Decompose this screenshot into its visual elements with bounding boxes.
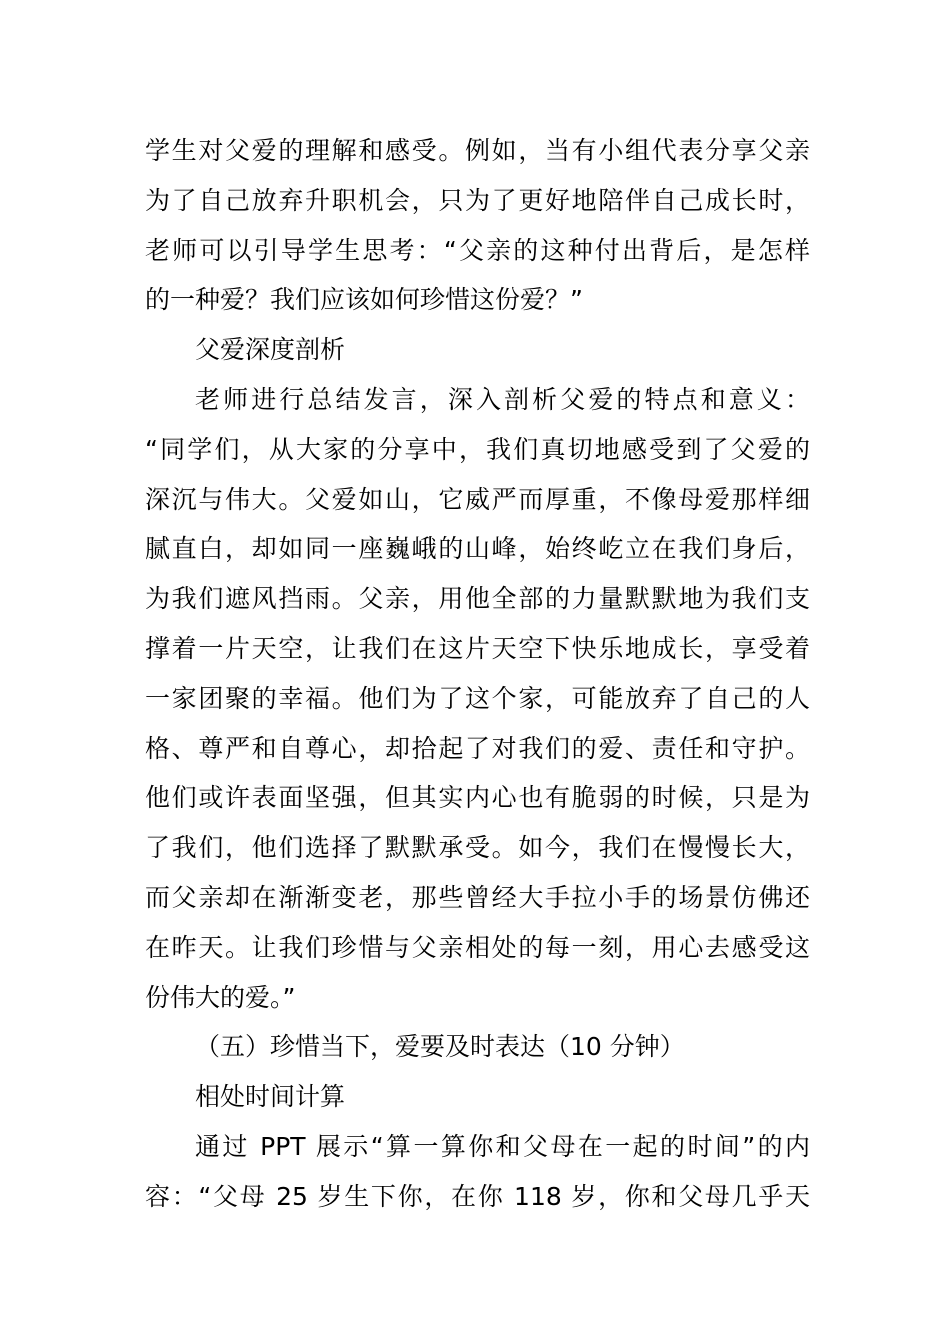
- text-line: 为了自己放弃升职机会，只为了更好地陪伴自己成长时，: [145, 185, 810, 215]
- text-line: 深沉与伟大。父爱如山，它威严而厚重，不像母爱那样细: [145, 484, 810, 514]
- text-line: 老师可以引导学生思考：“父亲的这种付出背后，是怎样: [145, 235, 810, 265]
- text-line: 一家团聚的幸福。他们为了这个家，可能放弃了自己的人: [145, 683, 810, 713]
- text-line: 他们或许表面坚强，但其实内心也有脆弱的时候，只是为: [145, 783, 810, 813]
- text-line: 学生对父爱的理解和感受。例如，当有小组代表分享父亲: [145, 136, 810, 165]
- text-line: 在昨天。让我们珍惜与父亲相处的每一刻，用心去感受这: [145, 932, 810, 962]
- paragraph-first-line: 通过 PPT 展示“算一算你和父母在一起的时间”的内: [195, 1131, 810, 1161]
- text-line: 为我们遮风挡雨。父亲，用他全部的力量默默地为我们支: [145, 584, 810, 614]
- section-heading: 父爱深度剖析: [195, 335, 346, 365]
- text-line: 腻直白，却如同一座巍峨的山峰，始终屹立在我们身后，: [145, 534, 810, 564]
- text-line: 撑着一片天空，让我们在这片天空下快乐地成长，享受着: [145, 633, 810, 663]
- text-line: 份伟大的爱。”: [145, 982, 296, 1012]
- body-text: [145, 126, 810, 1222]
- subsection-heading: 相处时间计算: [195, 1082, 346, 1112]
- text-line: 格、尊严和自尊心，却拾起了对我们的爱、责任和守护。: [145, 733, 810, 763]
- text-line: 容：“父母 25 岁生下你，在你 118 岁，你和父母几乎天: [145, 1181, 810, 1211]
- text-line: “同学们，从大家的分享中，我们真切地感受到了父爱的: [145, 434, 810, 464]
- text-line: 而父亲却在渐渐变老，那些曾经大手拉小手的场景仿佛还: [145, 882, 810, 912]
- paragraph-first-line: 老师进行总结发言，深入剖析父爱的特点和意义：: [195, 384, 810, 414]
- text-line: 的一种爱？我们应该如何珍惜这份爱？”: [145, 285, 583, 315]
- text-line: 了我们，他们选择了默默承受。如今，我们在慢慢长大，: [145, 833, 810, 863]
- section-heading: （五）珍惜当下，爱要及时表达（10 分钟）: [195, 1032, 685, 1062]
